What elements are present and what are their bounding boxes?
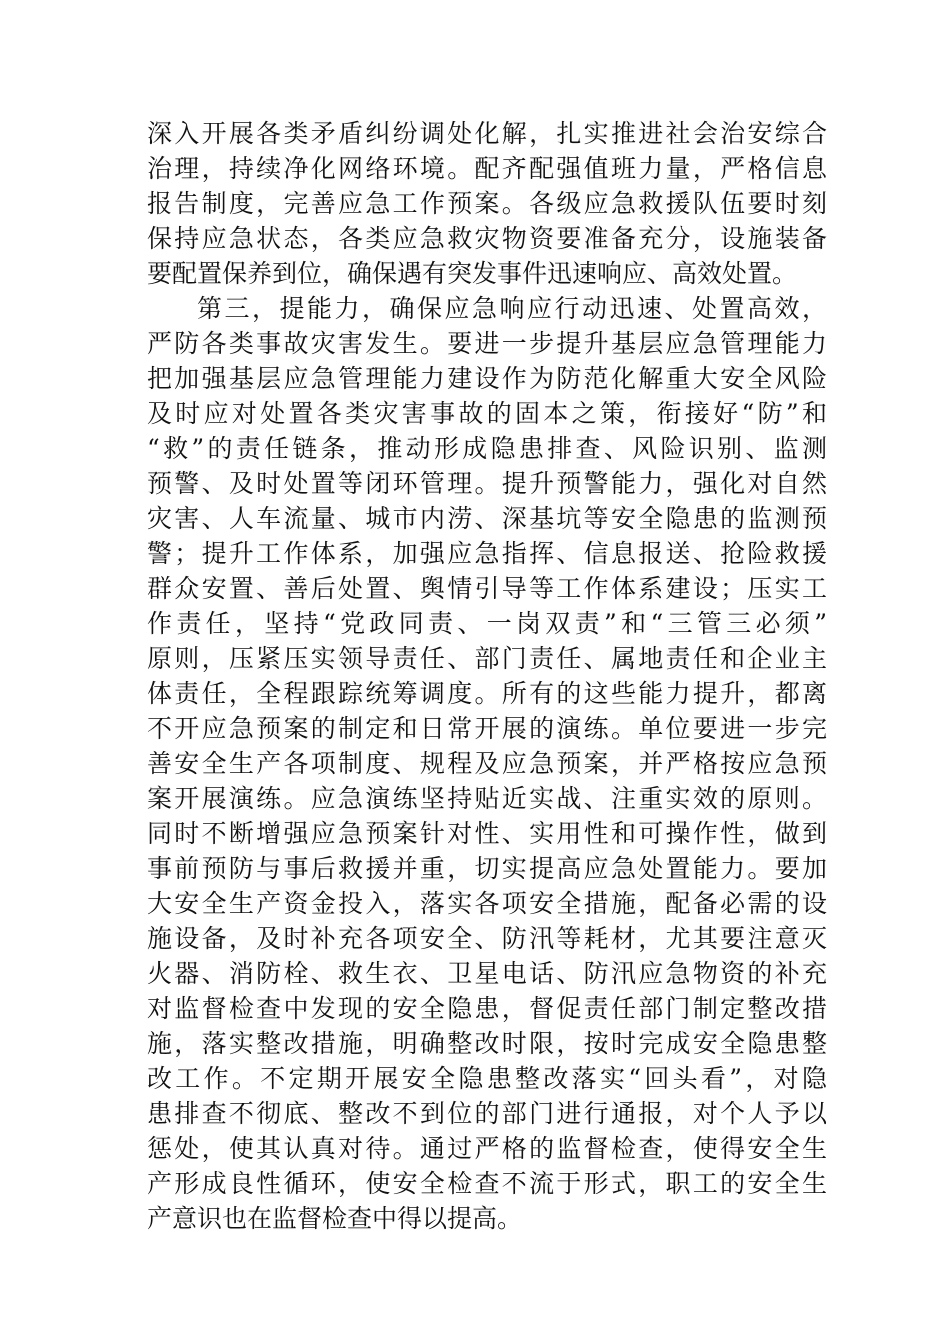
text-line: “救”的责任链条，推动形成隐患排查、风险识别、监测 bbox=[147, 434, 827, 463]
paragraph-start-line: 第三，提能力，确保应急响应行动迅速、处置高效， bbox=[197, 294, 827, 323]
text-line: 严防各类事故灾害发生。要进一步提升基层应急管理能力 bbox=[147, 329, 827, 358]
text-line: 惩处，使其认真对待。通过严格的监督检查，使得安全生 bbox=[147, 1134, 827, 1163]
text-line: 大安全生产资金投入，落实各项安全措施，配备必需的设 bbox=[147, 889, 827, 918]
text-line: 警；提升工作体系，加强应急指挥、信息报送、抢险救援 bbox=[147, 539, 827, 568]
text-line: 善安全生产各项制度、规程及应急预案，并严格按应急预 bbox=[147, 749, 827, 778]
text-line: 患排查不彻底、整改不到位的部门进行通报，对个人予以 bbox=[147, 1099, 827, 1128]
text-line: 把加强基层应急管理能力建设作为防范化解重大安全风险 bbox=[147, 364, 827, 393]
text-line: 对监督检查中发现的安全隐患，督促责任部门制定整改措 bbox=[147, 994, 827, 1023]
text-line: 原则，压紧压实领导责任、部门责任、属地责任和企业主 bbox=[147, 644, 827, 673]
text-line: 案开展演练。应急演练坚持贴近实战、注重实效的原则。 bbox=[147, 784, 827, 813]
text-line: 产意识也在监督检查中得以提高。 bbox=[147, 1204, 523, 1233]
text-line: 不开应急预案的制定和日常开展的演练。单位要进一步完 bbox=[147, 714, 827, 743]
text-line: 治理，持续净化网络环境。配齐配强值班力量，严格信息 bbox=[147, 154, 827, 183]
text-line: 灾害、人车流量、城市内涝、深基坑等安全隐患的监测预 bbox=[147, 504, 827, 533]
text-line: 施，落实整改措施，明确整改时限，按时完成安全隐患整 bbox=[147, 1029, 827, 1058]
text-line: 预警、及时处置等闭环管理。提升预警能力，强化对自然 bbox=[147, 469, 827, 498]
body-text bbox=[147, 116, 827, 1236]
text-line: 要配置保养到位，确保遇有突发事件迅速响应、高效处置。 bbox=[147, 259, 798, 288]
text-line: 保持应急状态，各类应急救灾物资要准备充分，设施装备 bbox=[147, 224, 827, 253]
text-line: 报告制度，完善应急工作预案。各级应急救援队伍要时刻 bbox=[147, 189, 827, 218]
text-line: 同时不断增强应急预案针对性、实用性和可操作性，做到 bbox=[147, 819, 827, 848]
text-line: 作责任，坚持“党政同责、一岗双责”和“三管三必须” bbox=[147, 609, 827, 638]
text-line: 产形成良性循环，使安全检查不流于形式，职工的安全生 bbox=[147, 1169, 827, 1198]
text-line: 群众安置、善后处置、舆情引导等工作体系建设；压实工 bbox=[147, 574, 827, 603]
text-line: 深入开展各类矛盾纠纷调处化解，扎实推进社会治安综合 bbox=[147, 119, 827, 148]
text-line: 改工作。不定期开展安全隐患整改落实“回头看”，对隐 bbox=[147, 1064, 827, 1093]
text-line: 及时应对处置各类灾害事故的固本之策，衔接好“防”和 bbox=[147, 399, 827, 428]
text-line: 施设备，及时补充各项安全、防汛等耗材，尤其要注意灭 bbox=[147, 924, 827, 953]
text-line: 火器、消防栓、救生衣、卫星电话、防汛应急物资的补充 bbox=[147, 959, 827, 988]
text-line: 体责任，全程跟踪统筹调度。所有的这些能力提升，都离 bbox=[147, 679, 827, 708]
text-line: 事前预防与事后救援并重，切实提高应急处置能力。要加 bbox=[147, 854, 827, 883]
